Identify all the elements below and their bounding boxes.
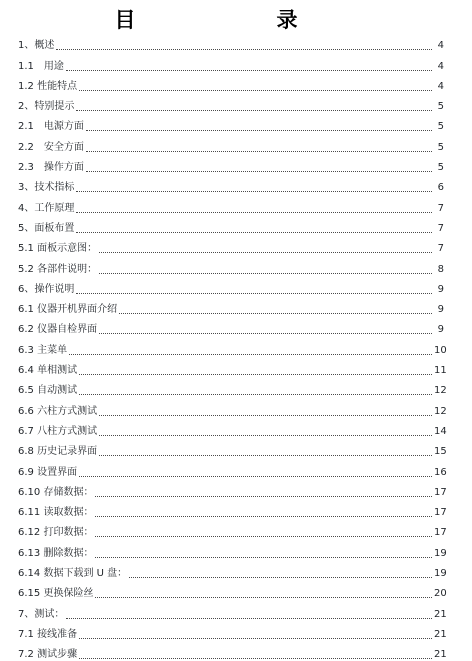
- toc-leader-dots: [76, 232, 432, 233]
- toc-entry-label: 5、面板布置: [18, 222, 75, 234]
- toc-entry-label: 6.14 数据下载到 U 盘：: [18, 568, 128, 580]
- toc-entry-page: 4: [437, 80, 444, 92]
- toc-entry[interactable]: [18, 316, 444, 336]
- toc-entry-label: 6.11 读取数据：: [18, 507, 94, 519]
- toc-entry-label: 2.3 操作方面: [18, 162, 84, 174]
- toc-entry-label: 6、操作说明: [18, 283, 75, 295]
- toc-entry-label: 6.10 存储数据：: [18, 486, 94, 498]
- toc-leader-dots: [99, 273, 432, 274]
- toc-entry-page: 14: [434, 425, 447, 437]
- toc-entry[interactable]: [18, 215, 444, 235]
- toc-entry-label: 6.4 单相测试: [18, 365, 78, 377]
- toc-entry-label: 6.5 自动测试: [18, 385, 78, 397]
- toc-leader-dots: [119, 313, 432, 314]
- toc-entry-page: 21: [434, 649, 447, 661]
- toc-leader-dots: [95, 496, 432, 497]
- toc-leader-dots: [66, 618, 432, 619]
- toc-entry-page: 9: [437, 283, 444, 295]
- toc-entry[interactable]: [18, 641, 447, 661]
- toc-leader-dots: [99, 252, 432, 253]
- toc-entry[interactable]: [18, 499, 447, 519]
- toc-entry[interactable]: [18, 418, 447, 438]
- toc-entry[interactable]: [18, 539, 447, 559]
- toc-leader-dots: [76, 212, 432, 213]
- toc-leader-dots: [99, 455, 432, 456]
- toc-entry-label: 6.1 仪器开机界面介绍: [18, 304, 118, 316]
- toc-entry-page: 9: [437, 324, 444, 336]
- toc-entry-page: 12: [434, 405, 447, 417]
- toc-entry[interactable]: [18, 438, 447, 458]
- toc-entry[interactable]: [18, 276, 444, 296]
- toc-entry-label: 6.7 八柱方式测试: [18, 425, 98, 437]
- toc-leader-dots: [95, 516, 432, 517]
- toc-leader-dots: [99, 415, 432, 416]
- page-title: 目 录: [114, 7, 358, 32]
- toc-entry-page: 11: [434, 365, 447, 377]
- toc-entry-label: 6.15 更换保险丝: [18, 588, 94, 600]
- toc-entry[interactable]: [18, 32, 444, 52]
- toc-leader-dots: [79, 638, 432, 639]
- toc-leader-dots: [76, 191, 432, 192]
- toc-entry[interactable]: [18, 52, 444, 72]
- toc-leader-dots: [79, 394, 432, 395]
- toc-entry-label: 3、技术指标: [18, 182, 75, 194]
- toc-leader-dots: [86, 171, 432, 172]
- toc-entry-page: 20: [434, 588, 447, 600]
- toc-entry-label: 6.13 删除数据：: [18, 547, 94, 559]
- toc-entry[interactable]: [18, 621, 447, 641]
- toc-leader-dots: [95, 536, 432, 537]
- toc-entry-label: 6.2 仪器自检界面: [18, 324, 98, 336]
- toc-entry-page: 7: [437, 202, 444, 214]
- toc-entry[interactable]: [18, 174, 444, 194]
- toc-entry-page: 15: [434, 446, 447, 458]
- toc-entry-page: 10: [434, 344, 447, 356]
- toc-entry[interactable]: [18, 580, 447, 600]
- toc-leader-dots: [56, 49, 432, 50]
- toc-entry-label: 6.3 主菜单: [18, 344, 68, 356]
- toc-entry-page: 8: [437, 263, 444, 275]
- toc-leader-dots: [76, 293, 432, 294]
- toc-entry-page: 5: [437, 101, 444, 113]
- toc-entry-page: 4: [437, 60, 444, 72]
- toc-leader-dots: [76, 110, 432, 111]
- toc-entry[interactable]: [18, 357, 447, 377]
- toc-entry-page: 5: [437, 121, 444, 133]
- toc-leader-dots: [69, 354, 432, 355]
- toc-leader-dots: [79, 90, 432, 91]
- toc-entry-page: 17: [434, 527, 447, 539]
- toc-leader-dots: [95, 557, 432, 558]
- toc-entry-page: 12: [434, 385, 447, 397]
- toc-entry[interactable]: [18, 377, 447, 397]
- toc-entry-label: 2.1 电源方面: [18, 121, 84, 133]
- toc-entry-label: 1.2 性能特点: [18, 80, 78, 92]
- toc-entry-page: 17: [434, 486, 447, 498]
- toc-entry-label: 7.2 测试步骤: [18, 649, 78, 661]
- toc-entry[interactable]: [18, 154, 444, 174]
- toc-entry-page: 5: [437, 162, 444, 174]
- toc-entry-label: 5.1 面板示意图：: [18, 243, 98, 255]
- toc-entry-label: 2、特别提示: [18, 101, 75, 113]
- toc-entry[interactable]: [18, 519, 447, 539]
- toc-entry[interactable]: [18, 458, 447, 478]
- toc-entry-label: 6.9 设置界面: [18, 466, 78, 478]
- toc-entry-page: 7: [437, 243, 444, 255]
- toc-entry[interactable]: [18, 194, 444, 214]
- toc-entry-page: 21: [434, 628, 447, 640]
- toc-entry[interactable]: [18, 397, 447, 417]
- toc-entry[interactable]: [18, 73, 444, 93]
- toc-entry-label: 6.8 历史记录界面: [18, 446, 98, 458]
- toc-entry-label: 5.2 各部件说明：: [18, 263, 98, 275]
- toc-entry-label: 7.1 接线准备: [18, 628, 78, 640]
- toc-entry[interactable]: [18, 235, 444, 255]
- toc-leader-dots: [129, 577, 432, 578]
- toc-entry-page: 19: [434, 547, 447, 559]
- toc-entry[interactable]: [18, 113, 444, 133]
- toc-entry[interactable]: [18, 296, 444, 316]
- toc-leader-dots: [66, 70, 432, 71]
- toc-entry-page: 7: [437, 222, 444, 234]
- toc-entry-label: 1.1 用途: [18, 60, 64, 72]
- toc-entry[interactable]: [18, 479, 447, 499]
- toc-entry-page: 21: [434, 608, 447, 620]
- toc-entry-page: 19: [434, 568, 447, 580]
- toc-entry-label: 7、测试：: [18, 608, 65, 620]
- toc-entry-page: 5: [437, 141, 444, 153]
- toc-leader-dots: [79, 476, 432, 477]
- toc-entry[interactable]: [18, 336, 447, 356]
- toc-leader-dots: [79, 374, 432, 375]
- toc-entry[interactable]: [18, 133, 444, 153]
- toc-entry-page: 16: [434, 466, 447, 478]
- toc-entry-label: 2.2 安全方面: [18, 141, 84, 153]
- toc-leader-dots: [95, 597, 432, 598]
- toc-leader-dots: [99, 333, 432, 334]
- toc-leader-dots: [79, 658, 432, 659]
- toc-entry-page: 9: [437, 304, 444, 316]
- toc-leader-dots: [86, 130, 432, 131]
- toc-entry[interactable]: [18, 600, 447, 620]
- toc-entry-page: 6: [437, 182, 444, 194]
- toc-entry[interactable]: [18, 93, 444, 113]
- toc-entry[interactable]: [18, 560, 447, 580]
- toc-entry-label: 4、工作原理: [18, 202, 75, 214]
- toc-entry-page: 17: [434, 507, 447, 519]
- toc-leader-dots: [86, 151, 432, 152]
- toc-leader-dots: [99, 435, 432, 436]
- table-of-contents: [18, 32, 447, 661]
- toc-entry-label: 6.12 打印数据：: [18, 527, 94, 539]
- toc-entry-page: 4: [437, 40, 444, 52]
- toc-entry[interactable]: [18, 255, 444, 275]
- toc-entry-label: 6.6 六柱方式测试: [18, 405, 98, 417]
- toc-entry-label: 1、概述: [18, 40, 55, 52]
